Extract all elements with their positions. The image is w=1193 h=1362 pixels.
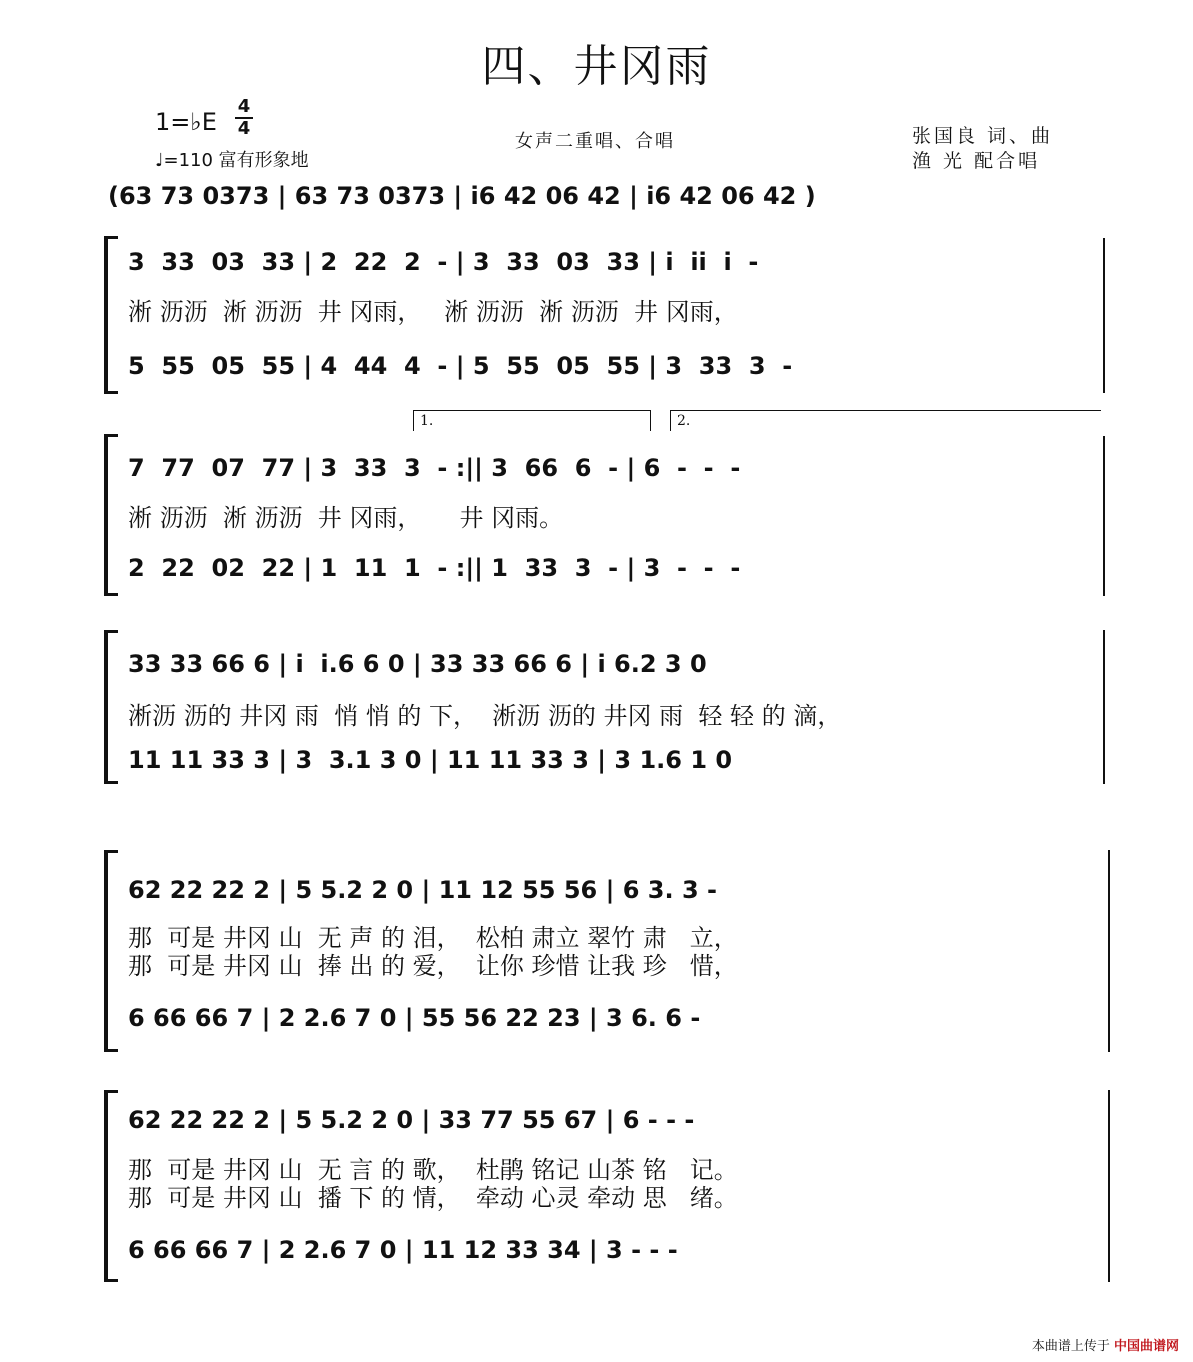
lyric-line: 淅 沥沥 淅 沥沥 井 冈雨， 淅 沥沥 淅 沥沥 井 冈雨， bbox=[128, 298, 738, 326]
lyric-line: 淅沥 沥的 井冈 雨 悄 悄 的 下， 淅沥 沥的 井冈 雨 轻 轻 的 滴， bbox=[128, 702, 842, 730]
lyric-line: 淅 沥沥 淅 沥沥 井 冈雨， 井 冈雨。 bbox=[128, 504, 564, 532]
upper-voice: 33 33 66 6 | i i.6 6 0 | 33 33 66 6 | i 6.2 3 0 bbox=[128, 650, 707, 678]
footer-text: 本曲谱上传于 bbox=[1031, 1339, 1110, 1354]
system-bracket bbox=[104, 236, 108, 394]
volta-1 bbox=[413, 410, 651, 431]
upper-voice: 62 22 22 2 | 5 5.2 2 0 | 33 77 55 67 | 6 - - - bbox=[128, 1106, 695, 1134]
barline-end bbox=[1108, 1090, 1110, 1282]
time-sig-bottom: 4 bbox=[237, 118, 251, 139]
time-signature bbox=[235, 98, 253, 138]
key-signature: 1=♭E bbox=[155, 108, 217, 136]
lower-voice: 2 22 02 22 | 1 11 1 - :|| 1 33 3 - | 3 - - - bbox=[128, 554, 741, 582]
system-bracket bbox=[104, 630, 108, 784]
lyric-line-1: 那 可是 井冈 山 无 言 的 歌， 杜鹃 铭记 山茶 铭 记。 bbox=[128, 1156, 738, 1184]
barline-end bbox=[1103, 630, 1105, 784]
voicing-label: 女声二重唱、合唱 bbox=[515, 131, 675, 152]
time-sig-top: 4 bbox=[237, 96, 251, 117]
system-bracket bbox=[104, 1090, 108, 1282]
upper-voice: 7 77 07 77 | 3 33 3 - :|| 3 66 6 - | 6 - - - bbox=[128, 454, 741, 482]
barline-end bbox=[1108, 850, 1110, 1052]
system-bracket bbox=[104, 434, 108, 596]
lyric-line-2: 那 可是 井冈 山 捧 出 的 爱， 让你 珍惜 让我 珍 惜， bbox=[128, 952, 738, 980]
intro-line: (63 73 0373 | 63 73 0373 | i6 42 06 42 | i6 42 06 42 ) bbox=[108, 182, 816, 210]
volta-1-label: 1. bbox=[420, 413, 434, 429]
barline-end bbox=[1103, 436, 1105, 596]
page-title: 四、井冈雨 bbox=[481, 41, 712, 92]
lower-voice: 6 66 66 7 | 2 2.6 7 0 | 55 56 22 23 | 3 6. 6 - bbox=[128, 1004, 701, 1032]
volta-2 bbox=[670, 410, 1101, 431]
tempo-marking: ♩=110 富有形象地 bbox=[155, 150, 309, 171]
lower-voice: 6 66 66 7 | 2 2.6 7 0 | 11 12 33 34 | 3 - - - bbox=[128, 1236, 678, 1264]
volta-2-label: 2. bbox=[677, 413, 691, 429]
upper-voice: 3 33 03 33 | 2 22 2 - | 3 33 03 33 | i ii i - bbox=[128, 248, 759, 276]
footer-watermark bbox=[1032, 1335, 1179, 1354]
barline-end bbox=[1103, 238, 1105, 393]
footer-brand-logo[interactable]: 中国曲谱网 bbox=[1113, 1339, 1179, 1354]
lower-voice: 5 55 05 55 | 4 44 4 - | 5 55 05 55 | 3 33 3 - bbox=[128, 352, 793, 380]
lyric-line-1: 那 可是 井冈 山 无 声 的 泪， 松柏 肃立 翠竹 肃 立， bbox=[128, 924, 738, 952]
credit-arranger: 渔 光 配合唱 bbox=[912, 150, 1041, 172]
lower-voice: 11 11 33 3 | 3 3.1 3 0 | 11 11 33 3 | 3 1.6 1 0 bbox=[128, 746, 733, 774]
lyric-line-2: 那 可是 井冈 山 播 下 的 情， 牵动 心灵 牵动 思 绪。 bbox=[128, 1184, 738, 1212]
upper-voice: 62 22 22 2 | 5 5.2 2 0 | 11 12 55 56 | 6 3. 3 - bbox=[128, 876, 717, 904]
credit-composer: 张国良 词、曲 bbox=[912, 125, 1054, 147]
system-bracket bbox=[104, 850, 108, 1052]
